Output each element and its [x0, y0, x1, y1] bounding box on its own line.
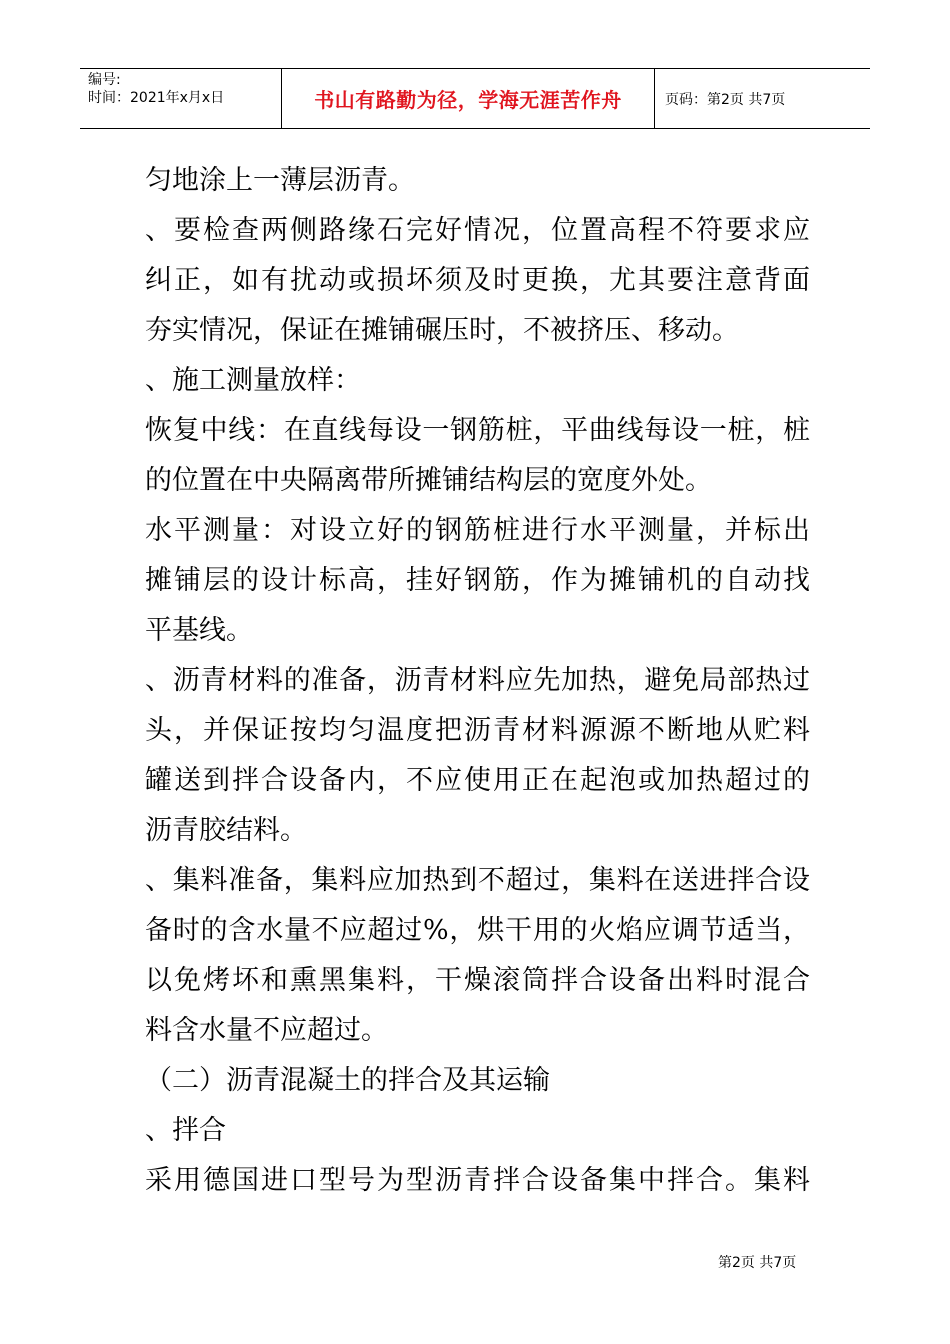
body-line: 水平测量：对设立好的钢筋桩进行水平测量，并标出 [145, 515, 810, 546]
body-line: 恢复中线：在直线每设一钢筋桩，平曲线每设一桩，桩 [145, 415, 810, 446]
document-body [145, 156, 810, 1206]
body-line: 平基线。 [145, 615, 253, 646]
body-line: 沥青胶结料。 [145, 815, 307, 846]
serial-label: 编号: [88, 72, 121, 88]
header-page-cell [655, 69, 870, 128]
body-line: 、拌合 [145, 1115, 226, 1146]
header-page-info: 页码：第2页 共7页 [665, 91, 786, 108]
section-heading: （二）沥青混凝土的拌合及其运输 [145, 1065, 550, 1096]
body-line: 摊铺层的设计标高，挂好钢筋，作为摊铺机的自动找 [145, 565, 810, 596]
body-line: 头，并保证按均匀温度把沥青材料源源不断地从贮料 [145, 715, 810, 746]
page-footer: 第2页 共7页 [718, 1255, 797, 1271]
header-motto-cell [282, 69, 655, 128]
body-line: 料含水量不应超过。 [145, 1015, 388, 1046]
header-meta-cell [80, 69, 282, 128]
body-line: 以免烤坏和熏黑集料，干燥滚筒拌合设备出料时混合 [145, 965, 810, 996]
body-line: 纠正，如有扰动或损坏须及时更换，尤其要注意背面 [145, 265, 810, 296]
body-line: 、要检查两侧路缘石完好情况，位置高程不符要求应 [145, 215, 810, 246]
motto: 书山有路勤为径，学海无涯苦作舟 [314, 88, 622, 112]
body-line: 匀地涂上一薄层沥青。 [145, 165, 415, 196]
body-line: 罐送到拌合设备内，不应使用正在起泡或加热超过的 [145, 765, 810, 796]
body-line: 的位置在中央隔离带所摊铺结构层的宽度外处。 [145, 465, 712, 496]
body-line: 备时的含水量不应超过%，烘干用的火焰应调节适当， [145, 915, 810, 946]
date-line: 时间：2021年x月x日 [88, 90, 225, 106]
body-line: 、施工测量放样： [145, 365, 361, 396]
body-line: 采用德国进口型号为型沥青拌合设备集中拌合。集料 [145, 1165, 810, 1196]
page-header [80, 68, 870, 129]
body-line: 、沥青材料的准备，沥青材料应先加热，避免局部热过 [145, 665, 810, 696]
body-line: 、集料准备，集料应加热到不超过，集料在送进拌合设 [145, 865, 810, 896]
body-line: 夯实情况，保证在摊铺碾压时，不被挤压、移动。 [145, 315, 739, 346]
